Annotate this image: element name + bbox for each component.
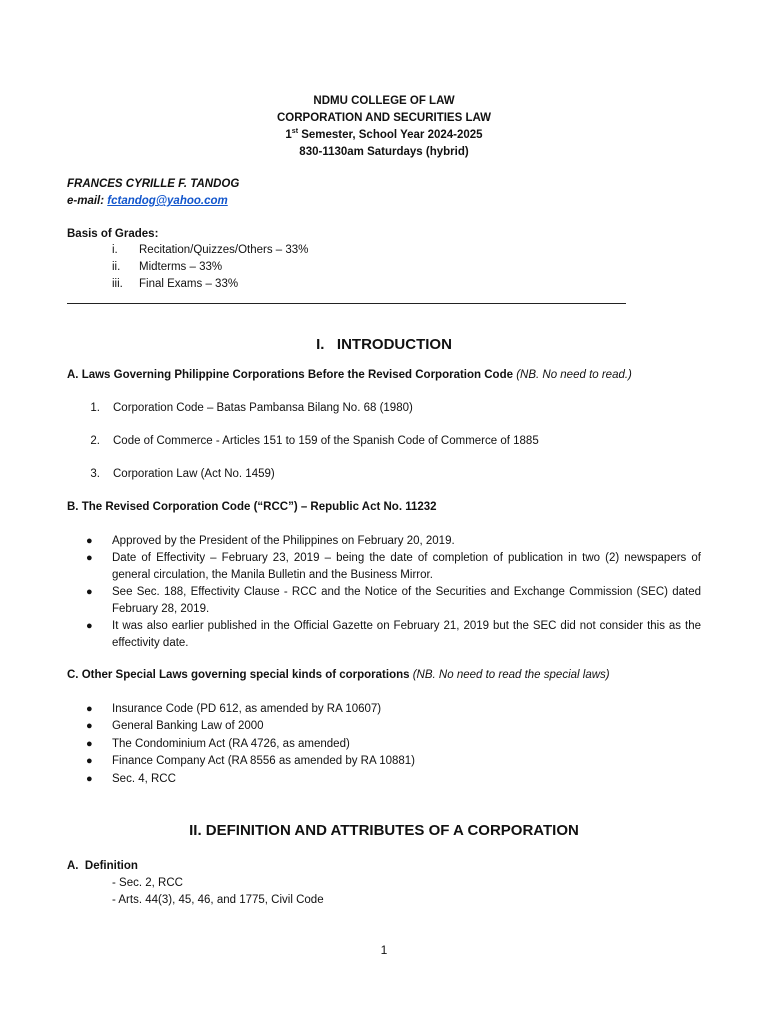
section-heading-definition: II. DEFINITION AND ATTRIBUTES OF A CORPORATION	[189, 822, 579, 839]
bullet-icon: ●	[86, 552, 93, 564]
section-heading-introduction: I. INTRODUCTION	[316, 336, 452, 353]
list-item: Code of Commerce - Articles 151 to 159 of the Spanish Code of Commerce of 1885	[113, 435, 539, 447]
list-item: Corporation Law (Act No. 1459)	[113, 468, 275, 480]
bullet-icon: ●	[86, 703, 93, 715]
list-item: - Arts. 44(3), 45, 46, and 1775, Civil Code	[112, 894, 324, 906]
grade-item-text: Midterms – 33%	[139, 261, 223, 273]
grade-item-num: i.	[112, 244, 118, 256]
list-item: Corporation Code – Batas Pambansa Bilang No. 68 (1980)	[113, 402, 413, 414]
course-title: CORPORATION AND SECURITIES LAW	[276, 112, 492, 124]
list-item: Finance Company Act (RA 8556 as amended by RA 10881)	[112, 755, 416, 767]
subsection-a-heading: A. Laws Governing Philippine Corporations Before the Revised Corporation Code (NB. No need to read.)	[67, 369, 632, 381]
grade-item-num: ii.	[112, 261, 121, 273]
list-number: 3.	[90, 468, 100, 480]
list-item: It was also earlier published in the Official Gazette on February 21, 2019 but the SEC did not consider this as the effectivity date.	[112, 620, 701, 649]
list-item: Sec. 4, RCC	[112, 773, 176, 785]
list-number: 1.	[90, 402, 100, 414]
bullet-icon: ●	[86, 535, 93, 547]
bullet-icon: ●	[86, 586, 93, 598]
schedule-line: 830-1130am Saturdays (hybrid)	[299, 146, 469, 158]
bullet-icon: ●	[86, 755, 93, 767]
list-item: See Sec. 188, Effectivity Clause - RCC and the Notice of the Securities and Exchange Commission (SEC) dated February 28, 2019.	[112, 586, 701, 615]
subsection-c-heading: C. Other Special Laws governing special kinds of corporations (NB. No need to read the special laws)	[67, 669, 610, 681]
subsection-a-heading: A. Definition	[67, 860, 138, 872]
list-item: Insurance Code (PD 612, as amended by RA 10607)	[112, 703, 382, 715]
bullet-icon: ●	[86, 773, 93, 785]
grade-item-text: Final Exams – 33%	[139, 278, 239, 290]
list-item: Approved by the President of the Philippines on February 20, 2019.	[112, 535, 455, 547]
grade-item-text: Recitation/Quizzes/Others – 33%	[139, 244, 309, 256]
list-item: The Condominium Act (RA 4726, as amended)	[112, 738, 350, 750]
grades-title: Basis of Grades:	[67, 228, 159, 240]
school-name: NDMU COLLEGE OF LAW	[313, 95, 455, 107]
bullet-icon: ●	[86, 738, 93, 750]
bullet-icon: ●	[86, 720, 93, 732]
list-item: - Sec. 2, RCC	[112, 877, 183, 889]
instructor-name: FRANCES CYRILLE F. TANDOG	[67, 178, 240, 190]
list-item: General Banking Law of 2000	[112, 720, 264, 732]
email-link[interactable]: fctandog@yahoo.com	[107, 195, 228, 207]
email-line: e-mail: fctandog@yahoo.com	[67, 195, 228, 207]
subsection-b-heading: B. The Revised Corporation Code (“RCC”) – Republic Act No. 11232	[67, 501, 437, 513]
semester-line: 1st Semester, School Year 2024-2025	[285, 128, 483, 141]
grade-item-num: iii.	[112, 278, 123, 290]
divider-line	[67, 303, 626, 304]
bullet-icon: ●	[86, 620, 93, 632]
list-item: Date of Effectivity – February 23, 2019 – being the date of completion of publication in two (2) newspapers of general circulation, the Manila Bulletin and the Business Mirror.	[112, 552, 701, 581]
page-number: 1	[380, 943, 388, 957]
list-number: 2.	[90, 435, 100, 447]
